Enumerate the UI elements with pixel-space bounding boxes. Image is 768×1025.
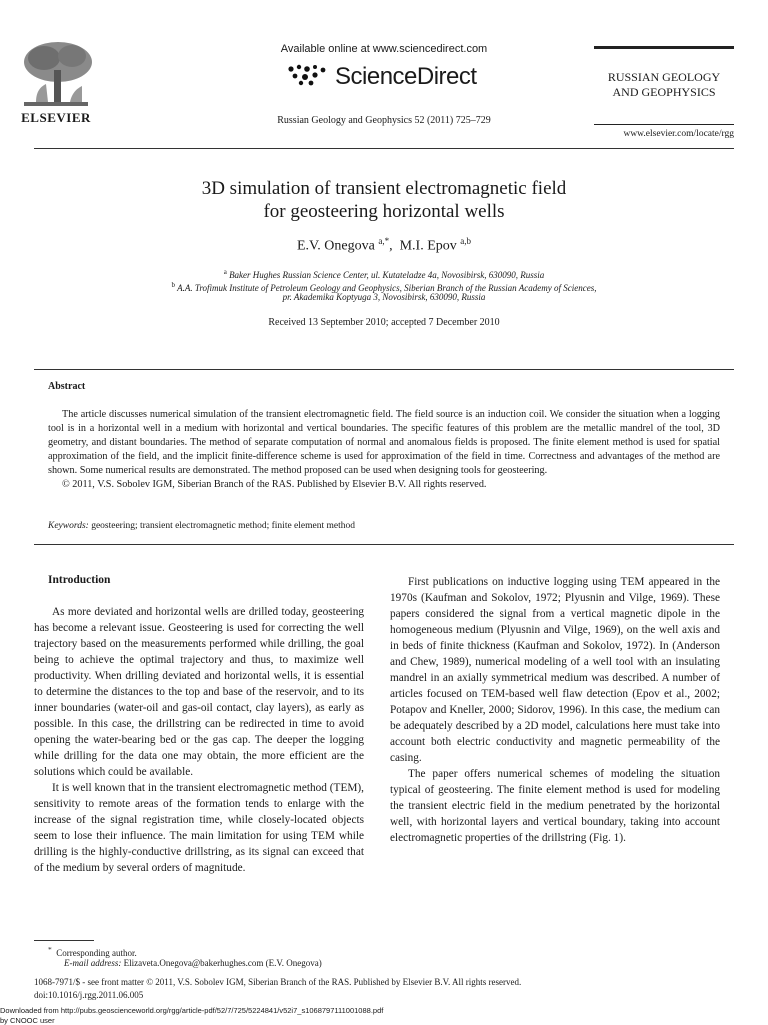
email-note: E-mail address: Elizaveta.Onegova@bakerhughes.com (E.V. Onegova)	[64, 958, 322, 968]
abstract-paragraph: The article discusses numerical simulation of the transient electromagnetic field. The field source is an induction coil. We consider the situation when a logging tool is in a horizontal well in a medium with horizontal and vertical boundaries. The specific features of this problem are the metallic mandrel of the tool, 3D geometry, and distant boundaries. The method of separate computation of normal and anomalous fields is proposed. The finite element method is used for spatial approximation of the field, and the implicit finite-difference scheme is used for approximation of the field in time. Correctness and advantages of the method are shown. Some numerical results are demonstrated. The method proposed can be used when designing tools for geosteering.	[48, 409, 720, 476]
doi-link[interactable]: doi:10.1016/j.rgg.2011.06.005	[34, 990, 144, 1000]
journal-rule	[594, 124, 734, 125]
sciencedirect-dots-icon	[285, 63, 329, 92]
available-online-link[interactable]: Available online at www.sciencedirect.com	[280, 43, 488, 55]
corresponding-author-note: * Corresponding author.	[48, 945, 137, 958]
affiliation-a: $^a$ Baker Hughes Russian Science Center, ul. Kutateladze 4a, Novosibirsk, 630090, Russia	[223, 268, 545, 280]
author-name[interactable]: E.V. Onegova	[296, 238, 375, 254]
keywords	[48, 521, 355, 531]
journal-url-link[interactable]: www.elsevier.com/locate/rgg	[623, 129, 734, 139]
download-user-note: by CNOOC user	[0, 1016, 55, 1025]
article-title: 3D simulation of transient electromagnetic field for geosteering horizontal wells	[201, 178, 567, 222]
body-paragraph: It is well known that in the transient electromagnetic method (TEM), sensitivity to remote areas of the formation tends to enlarge with the increase of the signal registration time, while closely-located objects seem to lose their influence. The main limitation for using TEM while drilling is the highly-conductive drillstring, as its signal can exceed that of the medium by several orders of magnitude.	[34, 782, 364, 874]
body-paragraph: As more deviated and horizontal wells are drilled today, geosteering has become a relevant issue. Geosteering is used for correcting the well trajectory based on the measurements performed while drilling, the goal being to achieve the optimal trajectory and thus, to maximize well productivity. When drilling deviated and horizontal wells, it is essential to determine the distances to the top and base of the reservoir, and to its inner boundaries (water-oil and gas-oil contact, clay layers), as early as possible. In this case, the drillstring can be redirected in time to avoid opening the water-bearing bed or the gas cap. The deeper the logging while drilling for the data one may obtain, the more efficient are the solutions which could be available.	[34, 606, 364, 778]
body-column-left	[34, 604, 364, 876]
abstract-divider	[34, 544, 734, 545]
journal-rule	[594, 46, 734, 49]
body-paragraph: First publications on inductive logging using TEM appeared in the 1970s (Kaufman and Sokolov, 1972; Plyusnin and Vilge, 1969). These papers considered the signal from a vertical magnetic dipole in the homogeneous medium (Plyusnin and Vilge, 1969), on the well axis and in beds of finite thickness (Kaufman and Sokolov, 1972). In (Anderson and Chew, 1989), numerical modeling of a well tool with an insulating mandrel in an axially symmetrical medium was described. A number of articles focused on TEM-based well flaw detection (Epov et al., 2002; Potapov and Kneller, 2000; Sidorov, 1996). In this case, the medium can be adequately described by a 2D model, calculations here must take into account both electric conductivity and magnetic permeability of the casing.	[390, 576, 720, 764]
abstract-heading: Abstract	[48, 381, 86, 392]
journal-name: RUSSIAN GEOLOGY AND GEOPHYSICS	[607, 70, 721, 99]
front-matter-note: 1068-7971/$ - see front matter © 2011, V.S. Sobolev IGM, Siberian Branch of the RAS. Published by Elsevier B.V. All rights reserved.	[34, 977, 522, 987]
section-heading: Introduction	[48, 574, 111, 586]
abstract-divider	[34, 369, 734, 370]
keywords-label: Keywords:	[48, 521, 89, 531]
body-paragraph: The paper offers numerical schemes of modeling the situation typical of geosteering. The finite element method is used for modeling the transient electric field in the medium penetrated by the horizontal well, with horizontal layers and vertical boundary, taking into account electromagnetic properties of the drillstring (Fig. 1).	[390, 768, 720, 844]
footnote-divider	[34, 940, 94, 941]
email-link[interactable]: Elizaveta.Onegova@bakerhughes.com (E.V. Onegova)	[123, 958, 322, 968]
abstract-body	[48, 408, 720, 492]
affiliation-b: $^b$ A.A. Trofimuk Institute of Petroleum Geology and Geophysics, Siberian Branch of the Russian Academy of Sciences,	[171, 281, 597, 293]
author-name[interactable]: M.I. Epov	[399, 238, 457, 254]
sciencedirect-logo[interactable]	[285, 60, 477, 94]
journal-citation: Russian Geology and Geophysics 52 (2011) 725–729	[277, 115, 491, 126]
header-divider	[34, 148, 734, 149]
author-affiliation-mark: a,*	[378, 236, 390, 246]
affiliation-b-address: pr. Akademika Koptyuga 3, Novosibirsk, 630090, Russia	[282, 292, 486, 302]
sciencedirect-wordmark: ScienceDirect	[335, 63, 477, 90]
body-column-right	[390, 574, 720, 846]
download-source-link[interactable]: Downloaded from http://pubs.geoscienceworld.org/rgg/article-pdf/52/7/725/5224841/v52i7_s1068797111001088.pdf	[0, 1006, 384, 1015]
publisher-name: ELSEVIER	[21, 110, 91, 125]
author-affiliation-mark: a,b	[460, 236, 472, 246]
author-list: E.V. Onegova $^{a,*}$, M.I. Epov $^{a,b}$	[296, 236, 472, 254]
abstract-copyright: © 2011, V.S. Sobolev IGM, Siberian Branch of the RAS. Published by Elsevier B.V. All rights reserved.	[62, 479, 487, 490]
received-dates: Received 13 September 2010; accepted 7 December 2010	[268, 317, 500, 328]
keywords-list: geosteering; transient electromagnetic method; finite element method	[91, 521, 355, 531]
